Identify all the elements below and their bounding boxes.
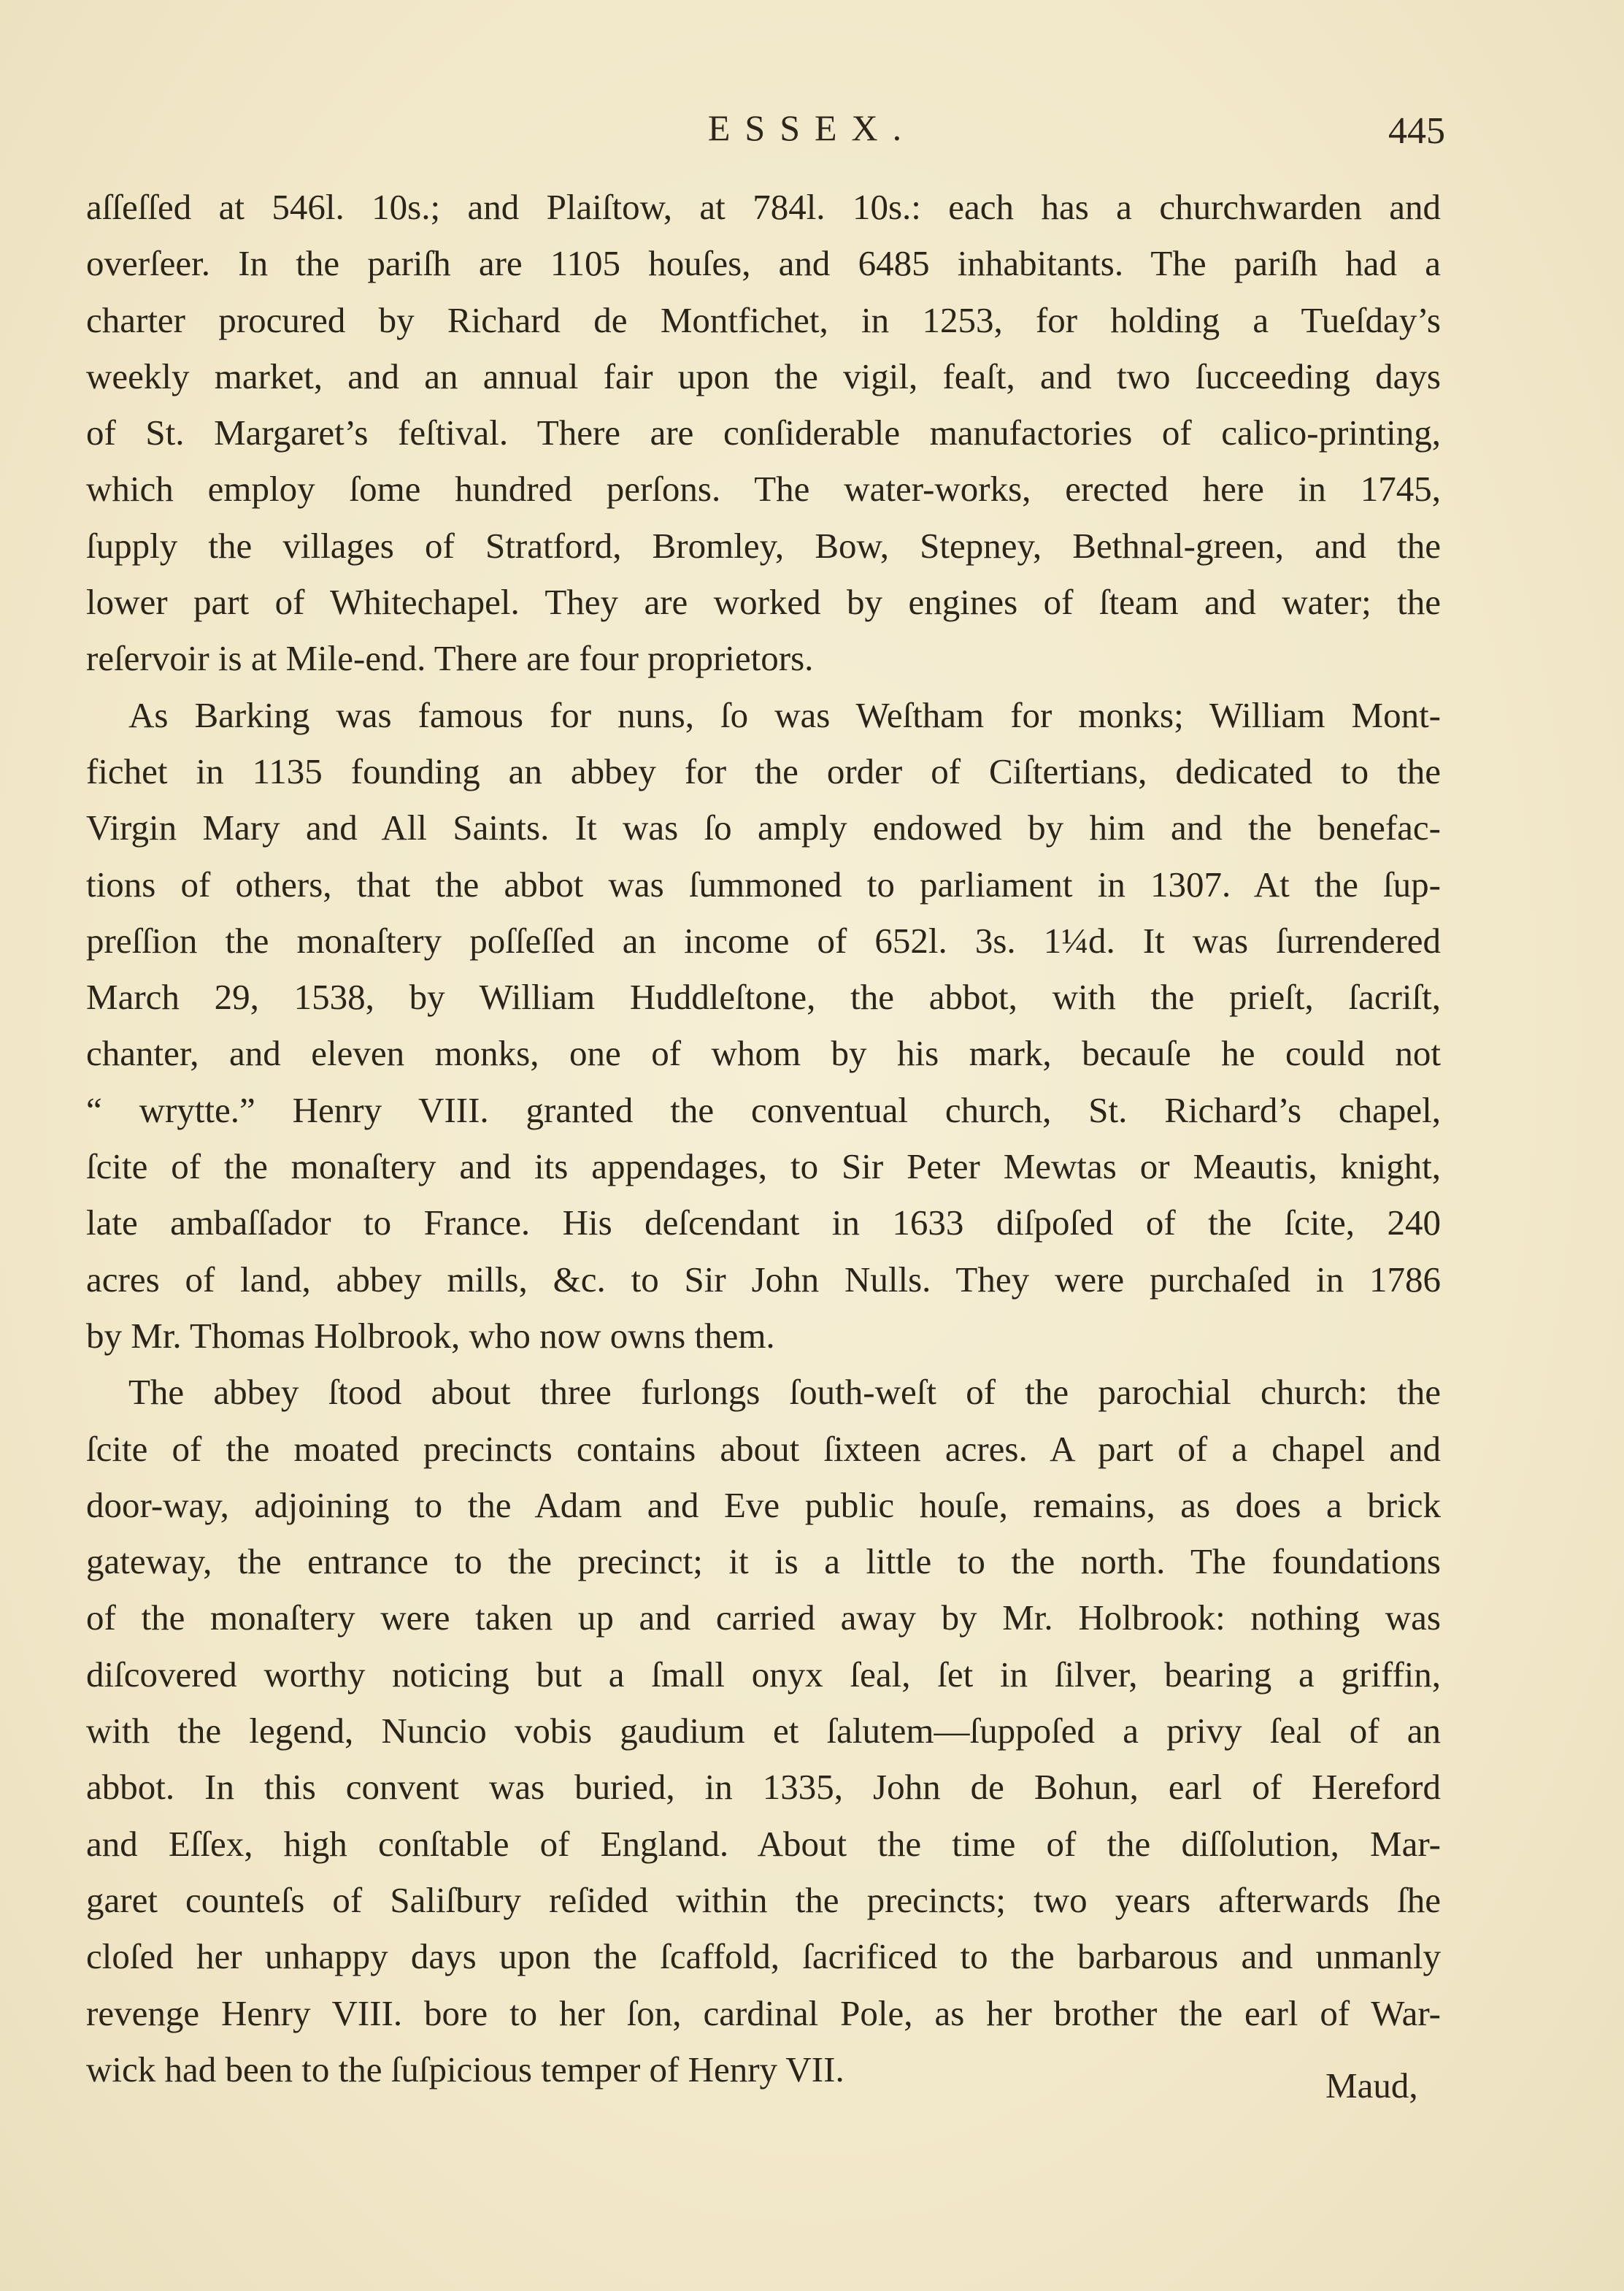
- text-line: ſupply the villages of Stratford, Bromley, Bow, Stepney, Bethnal-green, and the: [86, 525, 1441, 566]
- text-line: March 29, 1538, by William Huddleſtone, the abbot, with the prieſt, ſacriſt,: [86, 977, 1441, 1018]
- text-line: weekly market, and an annual fair upon the vigil, feaſt, and two ſucceeding days: [86, 356, 1441, 396]
- page-number: 445: [1388, 110, 1445, 152]
- text-line: ſcite of the moated precincts contains about ſixteen acres. A part of a chapel and: [86, 1428, 1441, 1469]
- text-line: door-way, adjoining to the Adam and Eve public houſe, remains, as does a brick: [86, 1484, 1441, 1525]
- text-line: diſcovered worthy noticing but a ſmall onyx ſeal, ſet in ſilver, bearing a griffin,: [86, 1654, 1441, 1695]
- text-line: chanter, and eleven monks, one of whom by his mark, becauſe he could not: [86, 1033, 1441, 1074]
- text-line: preſſion the monaſtery poſſeſſed an income of 652l. 3s. 1¼d. It was ſurrendered: [86, 920, 1441, 961]
- text-line: abbot. In this convent was buried, in 1335, John de Bohun, earl of Hereford: [86, 1767, 1441, 1808]
- text-line: overſeer. In the pariſh are 1105 houſes, and 6485 inhabitants. The pariſh had a: [86, 243, 1441, 284]
- text-line: The abbey ſtood about three furlongs ſouth-weſt of the parochial church: the: [128, 1372, 1441, 1413]
- text-line: with the legend, Nuncio vobis gaudium et ſalutem—ſuppoſed a privy ſeal of an: [86, 1711, 1441, 1751]
- text-line: reſervoir is at Mile-end. There are four proprietors.: [86, 638, 814, 679]
- catchword: Maud,: [1325, 2065, 1418, 2106]
- text-line: Virgin Mary and All Saints. It was ſo amply endowed by him and the benefac-: [86, 807, 1441, 848]
- text-line: lower part of Whitechapel. They are worked by engines of ſteam and water; the: [86, 582, 1441, 623]
- text-line: fichet in 1135 founding an abbey for the order of Ciſtertians, dedicated to the: [86, 751, 1441, 791]
- text-line: revenge Henry VIII. bore to her ſon, cardinal Pole, as her brother the earl of War-: [86, 1992, 1441, 2033]
- text-line: wick had been to the ſuſpicious temper of Henry VII.: [86, 2049, 844, 2089]
- text-line: of the monaſtery were taken up and carried away by Mr. Holbrook: nothing was: [86, 1597, 1441, 1638]
- text-line: aſſeſſed at 546l. 10s.; and Plaiſtow, at 784l. 10s.: each has a churchwarden and: [86, 187, 1441, 227]
- text-line: ſcite of the monaſtery and its appendages, to Sir Peter Mewtas or Meautis, knight,: [86, 1146, 1441, 1187]
- text-line: gateway, the entrance to the precinct; it is a little to the north. The foundations: [86, 1541, 1441, 1582]
- text-line: As Barking was famous for nuns, ſo was Weſtham for monks; William Mont-: [128, 694, 1441, 735]
- text-line: which employ ſome hundred perſons. The water-works, erected here in 1745,: [86, 469, 1441, 510]
- text-line: and Eſſex, high conſtable of England. About the time of the diſſolution, Mar-: [86, 1823, 1441, 1864]
- text-line: acres of land, abbey mills, &c. to Sir John Nulls. They were purchaſed in 1786: [86, 1259, 1441, 1300]
- body-text: [86, 179, 1441, 2098]
- text-line: tions of others, that the abbot was ſummoned to parliament in 1307. At the ſup-: [86, 864, 1441, 905]
- text-line: garet counteſs of Saliſbury reſided within the precincts; two years afterwards ſhe: [86, 1879, 1441, 1920]
- running-head: ESSEX.: [707, 107, 917, 148]
- text-line: late ambaſſador to France. His deſcendant in 1633 diſpoſed of the ſcite, 240: [86, 1202, 1441, 1243]
- text-line: “ wrytte.” Henry VIII. granted the conventual church, St. Richard’s chapel,: [86, 1089, 1441, 1130]
- text-line: charter procured by Richard de Montfichet, in 1253, for holding a Tueſday’s: [86, 299, 1441, 340]
- text-line: by Mr. Thomas Holbrook, who now owns them.: [86, 1315, 775, 1356]
- text-line: of St. Margaret’s feſtival. There are conſiderable manufactories of calico-printing,: [86, 412, 1441, 453]
- text-line: cloſed her unhappy days upon the ſcaffold, ſacrificed to the barbarous and unmanly: [86, 1936, 1441, 1977]
